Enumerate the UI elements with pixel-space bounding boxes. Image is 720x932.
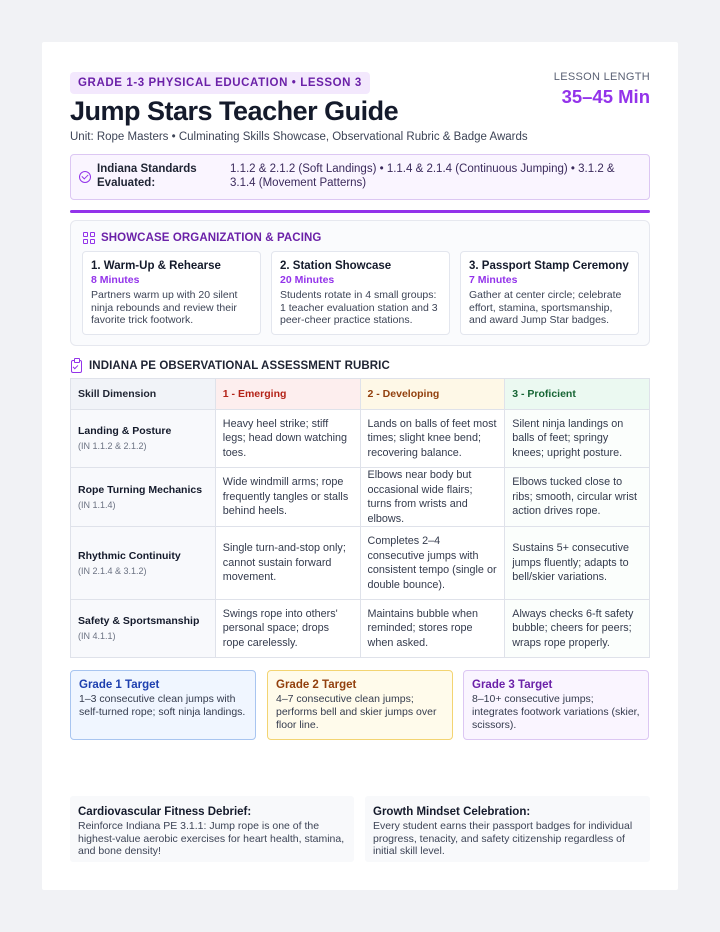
grade-2-target — [267, 670, 453, 740]
section-divider — [70, 210, 650, 213]
rubric-header-row — [71, 379, 650, 410]
pacing-card-ceremony — [460, 251, 639, 335]
standards-label: Indiana Standards Evaluated: — [97, 163, 197, 189]
developing-cell: Completes 2–4 consecutive jumps with consistent tempo (single or double bounce). — [360, 527, 505, 600]
fitness-debrief — [70, 796, 354, 862]
standards-value: 1.1.2 & 2.1.2 (Soft Landings) • 1.1.4 & 2.1.4 (Continuous Jumping) • 3.1.2 & 3.1.4 (Movement Patterns) — [230, 163, 615, 189]
target-description: 4–7 consecutive clean jumps; performs bell and skier jumps over floor line. — [276, 693, 437, 731]
emerging-cell: Heavy heel strike; stiff legs; head down watching toes. — [215, 410, 360, 468]
lesson-length-label: LESSON LENGTH — [553, 71, 650, 83]
grade-3-target — [463, 670, 649, 740]
card-title: 2. Station Showcase — [280, 260, 392, 272]
standards-box — [70, 154, 650, 200]
rubric-table — [70, 378, 650, 658]
header-developing: 2 - Developing — [360, 379, 505, 410]
card-description: Partners warm up with 20 silent ninja rebounds and review their favorite trick footwork. — [91, 289, 238, 326]
emerging-cell: Swings rope into others' personal space; drops rope carelessly. — [215, 600, 360, 658]
header-emerging: 1 - Emerging — [215, 379, 360, 410]
grid-icon — [83, 232, 95, 244]
target-title: Grade 2 Target — [276, 679, 357, 691]
emerging-cell: Wide windmill arms; rope frequently tangles or stalls behind heels. — [215, 468, 360, 527]
proficient-cell: Elbows tucked close to ribs; smooth, circular wrist action drives rope. — [505, 468, 650, 527]
footer-title: Cardiovascular Fitness Debrief: — [78, 806, 252, 818]
showcase-title: SHOWCASE ORGANIZATION & PACING — [101, 232, 322, 244]
lesson-length-value: 35–45 Min — [561, 86, 650, 107]
header-proficient: 3 - Proficient — [505, 379, 650, 410]
pacing-card-station — [271, 251, 450, 335]
growth-mindset — [365, 796, 650, 862]
card-description: Students rotate in 4 small groups: 1 teacher evaluation station and 3 peer-cheer practice stations. — [280, 289, 438, 326]
skill-code: (IN 1.1.2 & 2.1.2) — [78, 441, 147, 451]
skill-code: (IN 2.1.4 & 3.1.2) — [78, 565, 147, 576]
proficient-cell: Sustains 5+ consecutive jumps fluently; adapts to bell/skier variations. — [505, 527, 650, 600]
skill-name: Rhythmic Continuity — [78, 549, 181, 562]
card-minutes: 7 Minutes — [469, 274, 518, 286]
table-row — [71, 600, 650, 658]
developing-cell: Maintains bubble when reminded; stores rope when asked. — [360, 600, 505, 658]
skill-name: Landing & Posture — [78, 425, 172, 437]
footer-description: Reinforce Indiana PE 3.1.1: Jump rope is one of the highest-value aerobic exercises for heart health, stamina, and bone density! — [78, 820, 345, 857]
target-description: 8–10+ consecutive jumps; integrates footwork variations (skier, scissors). — [472, 693, 640, 731]
target-description: 1–3 consecutive clean jumps with self-turned rope; soft ninja landings. — [79, 693, 246, 718]
proficient-cell: Silent ninja landings on balls of feet; springy knees; upright posture. — [505, 410, 650, 468]
showcase-panel — [70, 220, 650, 346]
lesson-sheet — [42, 42, 678, 890]
target-title: Grade 3 Target — [472, 679, 553, 691]
lesson-tag: GRADE 1-3 PHYSICAL EDUCATION • LESSON 3 — [70, 72, 370, 94]
check-circle-icon — [79, 171, 91, 183]
pacing-card-warmup — [82, 251, 261, 335]
header-skill: Skill Dimension — [71, 379, 216, 410]
card-title: 1. Warm-Up & Rehearse — [91, 260, 221, 272]
skill-cell — [71, 468, 216, 527]
unit-subtitle: Unit: Rope Masters • Culminating Skills Showcase, Observational Rubric & Badge Awards — [70, 131, 528, 143]
grade-1-target — [70, 670, 256, 740]
skill-cell — [71, 527, 216, 600]
card-minutes: 8 Minutes — [91, 274, 140, 286]
card-description: Gather at center circle; celebrate effort, stamina, sportsmanship, and award Jump Star badges. — [469, 289, 622, 326]
skill-name: Rope Turning Mechanics — [78, 483, 203, 496]
table-row — [71, 527, 650, 600]
table-row — [71, 468, 650, 527]
footer-description: Every student earns their passport badges for individual progress, tenacity, and safety citizenship regardless of initial skill level. — [373, 820, 633, 857]
skill-code: (IN 1.1.4) — [78, 499, 116, 510]
proficient-cell: Always checks 6-ft safety bubble; cheers for peers; wraps rope properly. — [505, 600, 650, 658]
footer-title: Growth Mindset Celebration: — [373, 806, 531, 818]
emerging-cell: Single turn-and-stop only; cannot sustain forward movement. — [215, 527, 360, 600]
card-title: 3. Passport Stamp Ceremony — [469, 260, 629, 272]
rubric-title: INDIANA PE OBSERVATIONAL ASSESSMENT RUBRIC — [89, 360, 390, 372]
page-title: Jump Stars Teacher Guide — [70, 96, 399, 126]
clipboard-check-icon — [71, 360, 82, 373]
skill-code: (IN 4.1.1) — [78, 631, 116, 641]
developing-cell: Elbows near body but occasional wide flairs; turns from wrists and elbows. — [360, 468, 505, 527]
card-minutes: 20 Minutes — [280, 274, 335, 286]
target-title: Grade 1 Target — [79, 679, 160, 691]
skill-cell — [71, 410, 216, 468]
developing-cell: Lands on balls of feet most times; slight knee bend; recovering balance. — [360, 410, 505, 468]
skill-name: Safety & Sportsmanship — [78, 615, 200, 627]
table-row — [71, 410, 650, 468]
skill-cell — [71, 600, 216, 658]
